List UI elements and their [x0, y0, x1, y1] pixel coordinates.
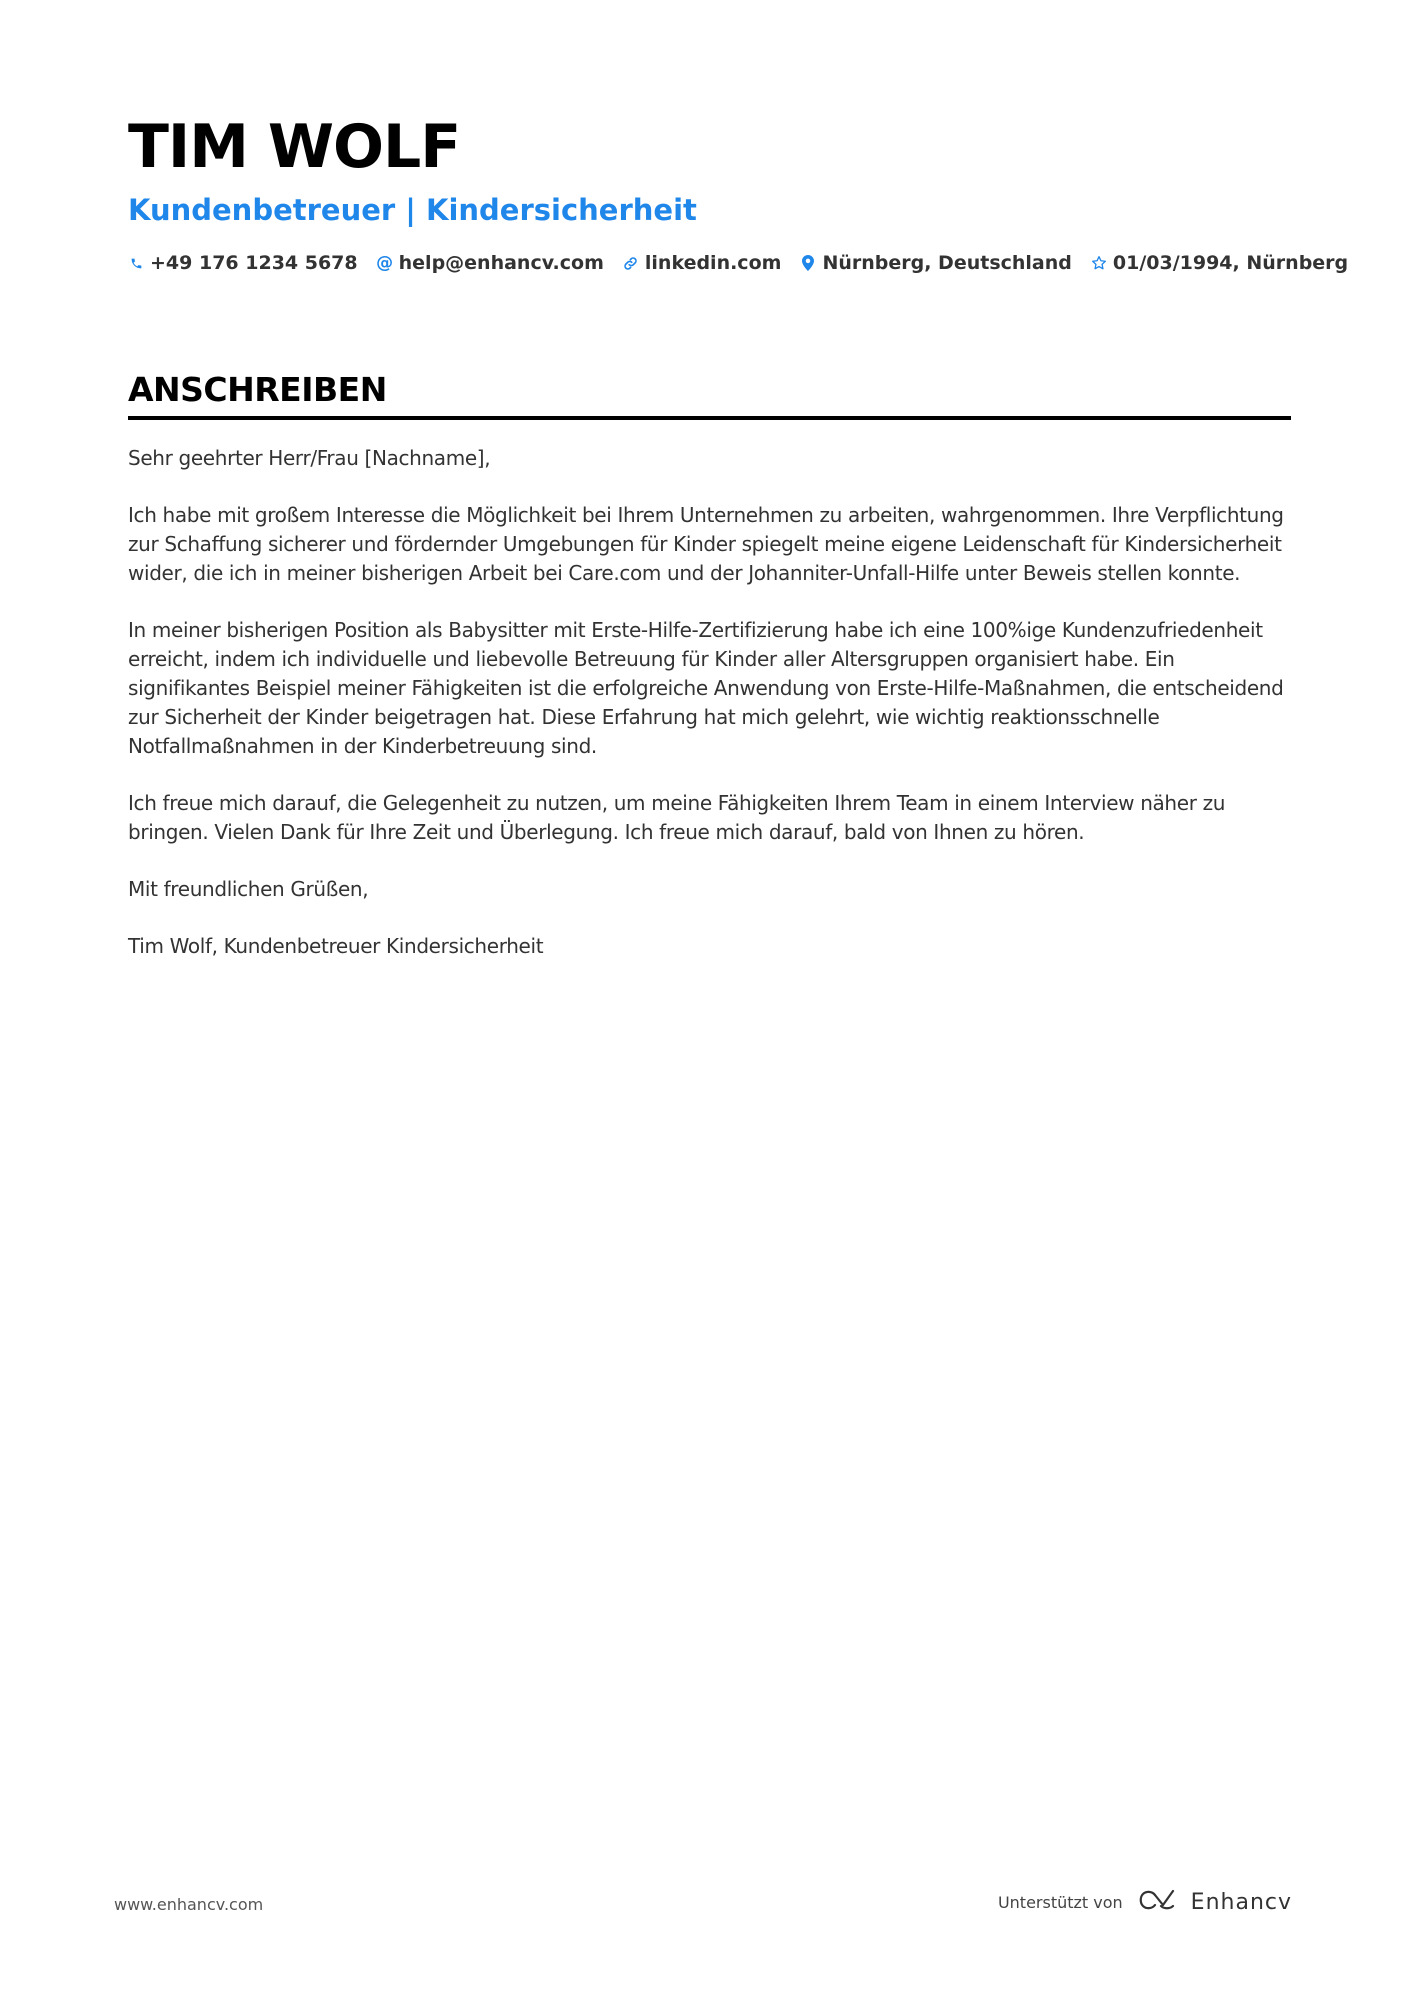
contact-location-text: Nürnberg, Deutschland — [822, 252, 1072, 274]
enhancv-logo-icon — [1135, 1888, 1181, 1916]
contact-birthdate — [1091, 252, 1348, 274]
footer-website-link[interactable]: www.enhancv.com — [114, 1895, 264, 1914]
footer-branding[interactable] — [998, 1888, 1292, 1916]
contact-phone-text: +49 176 1234 5678 — [150, 252, 358, 274]
applicant-name: TIM WOLF — [128, 112, 461, 182]
link-icon — [623, 254, 639, 272]
contact-email[interactable] — [377, 252, 604, 274]
contact-birthdate-text: 01/03/1994, Nürnberg — [1112, 252, 1349, 274]
contact-location — [800, 252, 1071, 274]
contact-bar — [128, 252, 1349, 274]
letter-paragraph-3: Ich freue mich darauf, die Gelegenheit zu nutzen, um meine Fähigkeiten Ihrem Team in einem Interview näher zu bringen. Vielen Dank für Ihre Zeit und Überlegung. Ich freue mich darauf, bald von Ihnen zu hören. — [128, 791, 1226, 844]
location-pin-icon — [800, 254, 816, 272]
letter-body — [128, 444, 1291, 961]
section-divider — [128, 416, 1291, 420]
phone-icon — [128, 254, 144, 272]
applicant-title: Kundenbetreuer | Kindersicherheit — [128, 193, 697, 227]
star-icon — [1091, 254, 1107, 272]
contact-linkedin-text: linkedin.com — [644, 252, 782, 274]
cover-letter-page — [128, 108, 1349, 989]
letter-closing: Mit freundlichen Grüßen, — [128, 877, 369, 901]
powered-by-label: Unterstützt von — [997, 1892, 1123, 1912]
section-title: ANSCHREIBEN — [128, 370, 387, 409]
letter-salutation: Sehr geehrter Herr/Frau [Nachname], — [128, 446, 491, 470]
contact-linkedin[interactable] — [623, 252, 782, 274]
letter-signature: Tim Wolf, Kundenbetreuer Kindersicherheit — [128, 934, 544, 958]
at-icon: @ — [376, 253, 394, 273]
letter-paragraph-1: Ich habe mit großem Interesse die Möglichkeit bei Ihrem Unternehmen zu arbeiten, wahrgenommen. Ihre Verpflichtung zur Schaffung sicherer und fördernder Umgebungen für Kinder spiegelt meine eigene Leidenschaft für Kindersicherheit wider, die ich in meiner bisherigen Arbeit bei Care.com und der Johanniter-Unfall-Hilfe unter Beweis stellen konnte. — [128, 503, 1284, 585]
contact-email-text: help@enhancv.com — [398, 252, 604, 274]
contact-phone[interactable] — [128, 252, 358, 274]
letter-paragraph-2: In meiner bisherigen Position als Babysitter mit Erste-Hilfe-Zertifizierung habe ich eine 100%ige Kundenzufriedenheit erreicht, indem ich individuelle und liebevolle Betreuung für Kinder aller Altersgruppen organisiert habe. Ein signifikantes Beispiel meiner Fähigkeiten ist die erfolgreiche Anwendung von Erste-Hilfe-Maßnahmen, die entscheidend zur Sicherheit der Kinder beigetragen hat. Diese Erfahrung hat mich gelehrt, wie wichtig reaktionsschnelle Notfallmaßnahmen in der Kinderbetreuung sind. — [128, 618, 1284, 758]
enhancv-brand-name: Enhancv — [1190, 1889, 1292, 1915]
